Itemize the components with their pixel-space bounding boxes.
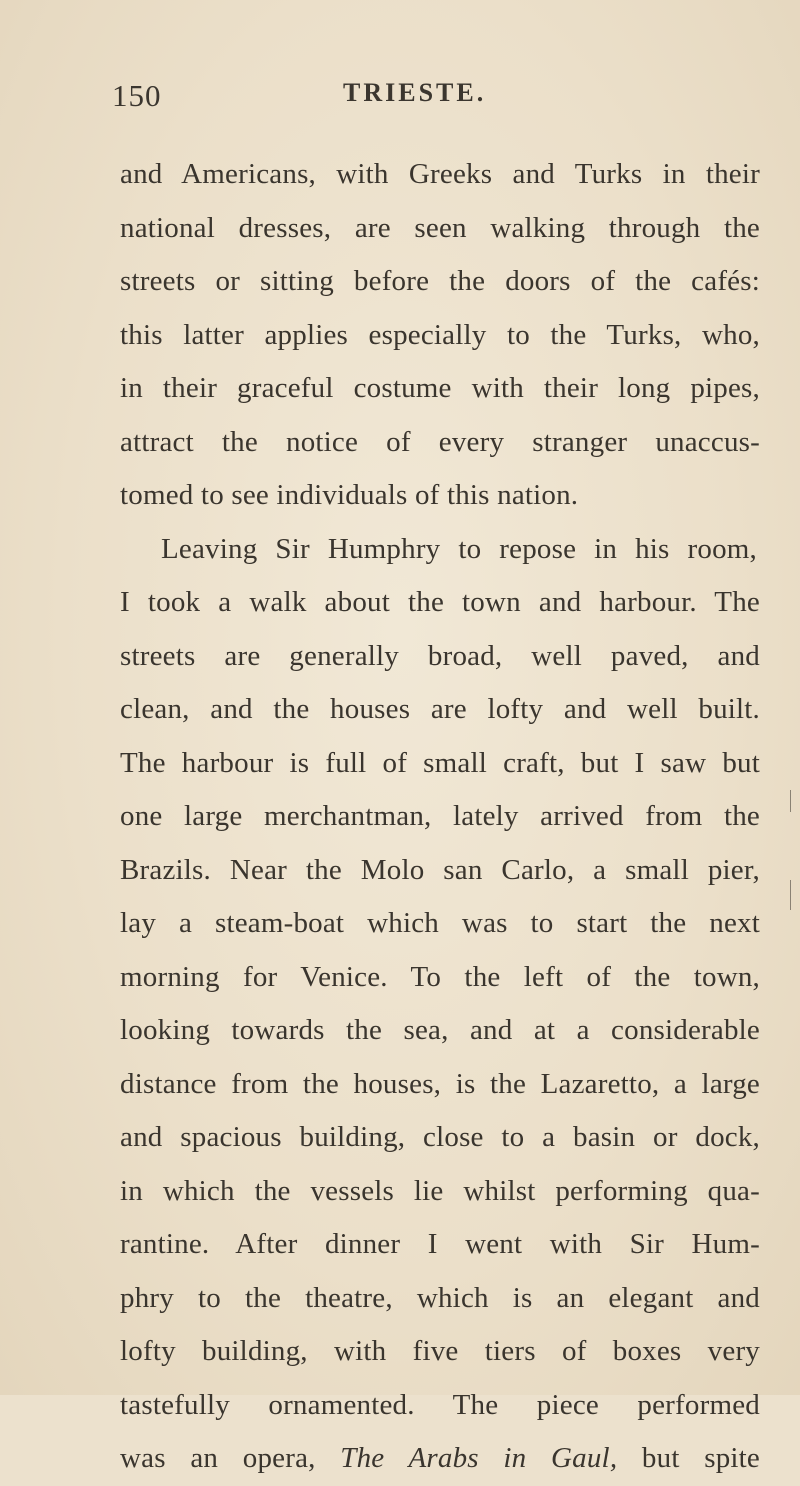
running-head <box>0 78 800 118</box>
text-line: one large merchantman, lately arrived from the <box>120 800 760 832</box>
text-line: this latter applies especially to the Turks, who, <box>120 318 760 351</box>
text-line: and Americans, with Greeks and Turks in their <box>120 158 760 190</box>
text-line: Brazils. Near the Molo san Carlo, a small pier, <box>120 853 760 886</box>
text-line-paragraph-start <box>120 523 760 577</box>
text-line: attract the notice of every stranger unaccus- <box>120 425 760 458</box>
text-line: clean, and the houses are lofty and well built. <box>120 693 760 725</box>
text-line: distance from the houses, is the Lazaretto, a large <box>120 1067 760 1100</box>
text-line: in which the vessels lie whilst performing qua- <box>120 1174 760 1207</box>
page-edge-mark <box>790 790 791 812</box>
text-line: in their graceful costume with their long pipes, <box>120 372 760 404</box>
page-number: 150 <box>112 78 162 113</box>
text-line: I took a walk about the town and harbour. The <box>120 586 760 618</box>
text-line-part: was an opera, <box>120 1442 316 1474</box>
opera-title: The Arabs in Gaul, <box>340 1442 618 1474</box>
body-text <box>120 148 760 1486</box>
text-line: tomed to see individuals of this nation. <box>120 479 579 511</box>
text-line: streets are generally broad, well paved, and <box>120 639 760 672</box>
text-line: national dresses, are seen walking through the <box>120 211 760 244</box>
text-line-last <box>120 1432 760 1486</box>
text-line: phry to the theatre, which is an elegant and <box>120 1281 760 1314</box>
text-line-part: but spite <box>641 1442 760 1474</box>
text-line: morning for Venice. To the left of the town, <box>120 960 760 993</box>
text-line-content: Leaving Sir Humphry to repose in his room, <box>161 532 757 565</box>
text-line: tastefully ornamented. The piece performed <box>120 1388 760 1421</box>
text-line: The harbour is full of small craft, but I saw but <box>120 746 760 779</box>
text-line: looking towards the sea, and at a considerable <box>120 1014 760 1046</box>
text-line: lay a steam-boat which was to start the next <box>120 907 760 939</box>
page-edge-mark <box>790 880 791 910</box>
text-line: rantine. After dinner I went with Sir Hum- <box>120 1228 760 1260</box>
running-title: TRIESTE. <box>343 78 487 107</box>
text-line: streets or sitting before the doors of the cafés: <box>120 265 760 297</box>
text-line: and spacious building, close to a basin or dock, <box>120 1121 760 1153</box>
text-line: lofty building, with five tiers of boxes very <box>120 1335 760 1367</box>
